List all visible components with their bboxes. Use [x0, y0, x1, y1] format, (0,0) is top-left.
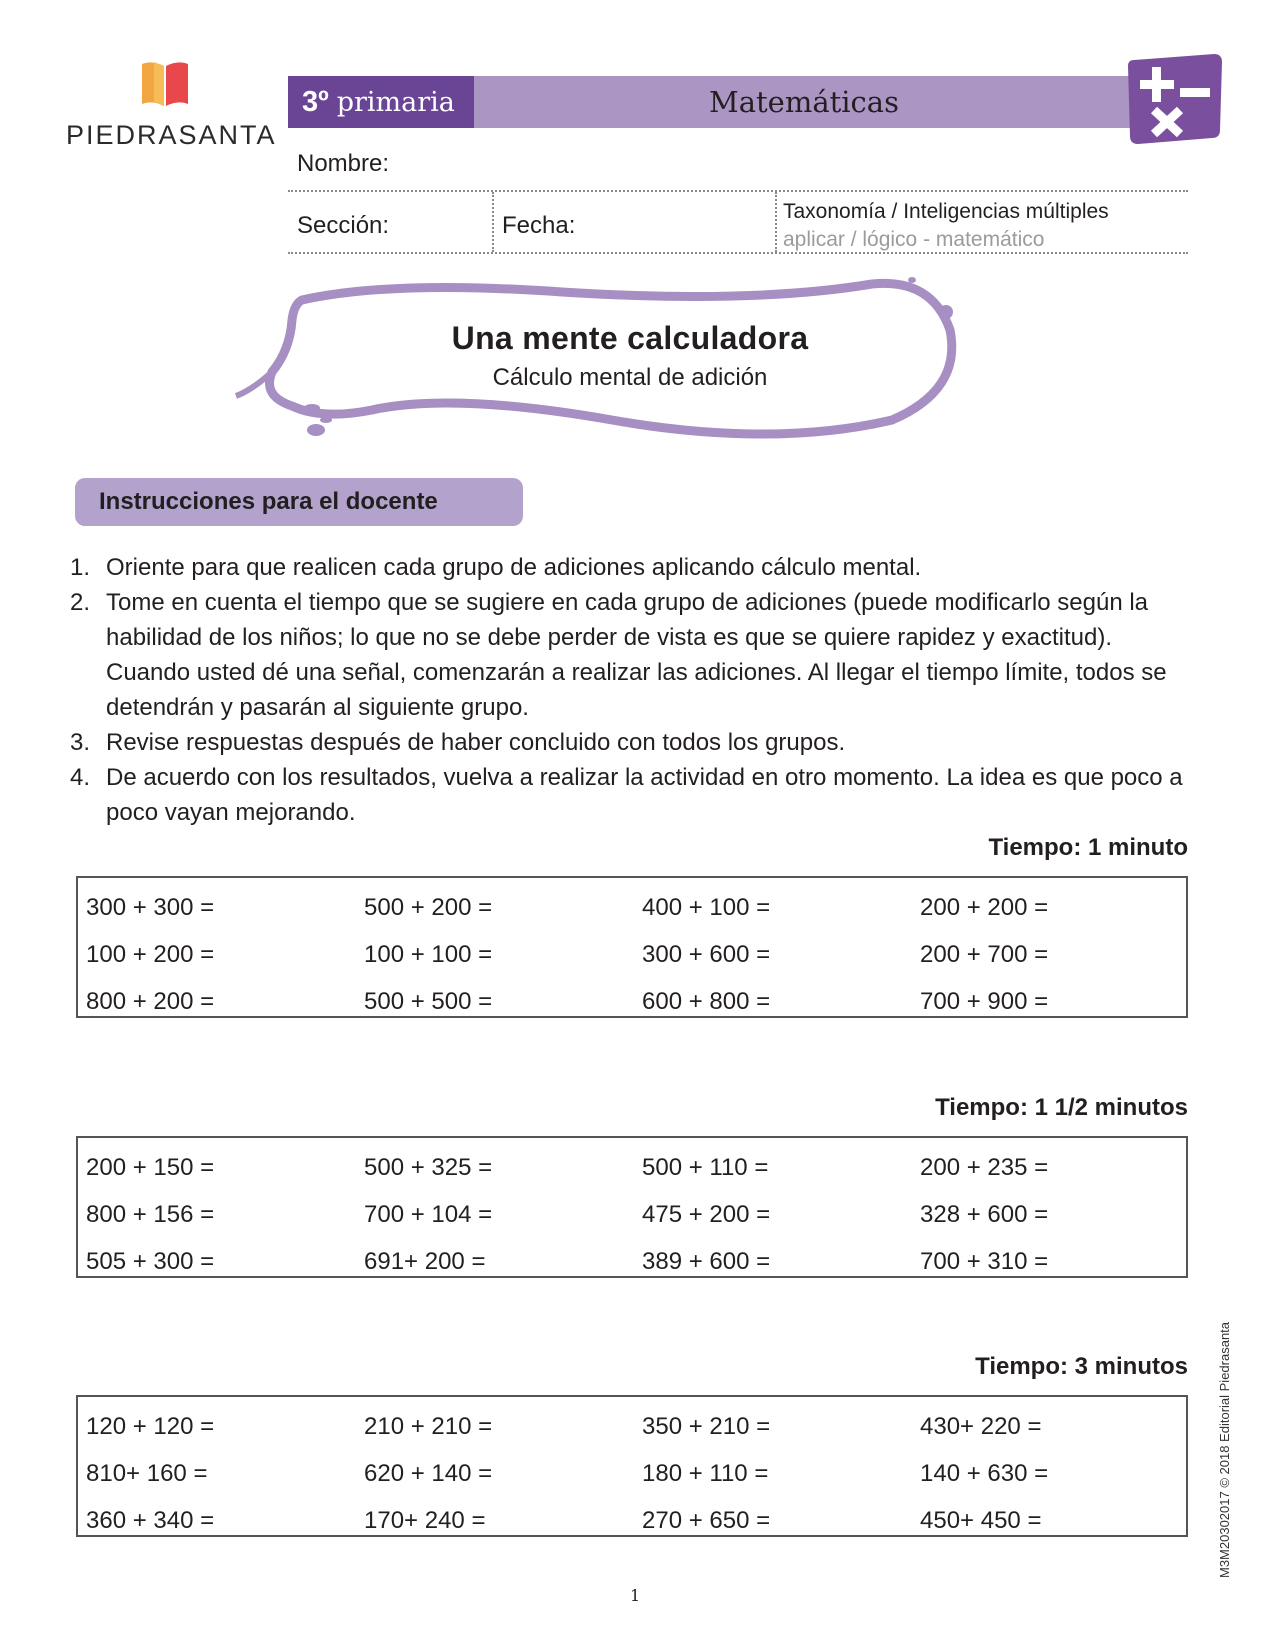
addition-exercise: 200 + 700 = [920, 940, 1049, 968]
grade-label: primaria [336, 86, 455, 118]
copyright-code: M3M20302017 © 2018 Editorial Piedrasanta [1217, 1321, 1232, 1578]
publisher-name: PIEDRASANTA [66, 120, 277, 150]
addition-exercise: 170+ 240 = [364, 1506, 486, 1534]
activity-title: Una mente calculadora [451, 320, 809, 356]
grade-number: 3º [302, 85, 329, 118]
addition-exercise: 700 + 104 = [364, 1200, 493, 1228]
addition-exercise: 500 + 200 = [364, 893, 493, 921]
addition-exercise: 800 + 156 = [86, 1200, 215, 1228]
addition-exercise: 140 + 630 = [920, 1459, 1049, 1487]
section-field-label: Sección: [297, 212, 390, 239]
instructions-heading: Instrucciones para el docente [75, 478, 523, 526]
list-number: 1. [70, 554, 91, 581]
addition-exercise: 210 + 210 = [364, 1412, 493, 1440]
addition-exercise: 389 + 600 = [642, 1247, 771, 1275]
addition-exercise: 450+ 450 = [920, 1506, 1042, 1534]
addition-exercise: 200 + 150 = [86, 1153, 215, 1181]
grade-badge [288, 76, 474, 128]
addition-exercise: 100 + 100 = [364, 940, 493, 968]
exercise-box [76, 876, 1188, 1018]
taxonomy-value: aplicar / lógico - matemático [783, 228, 1045, 251]
addition-exercise: 691+ 200 = [364, 1247, 486, 1275]
publisher-logo [60, 60, 275, 155]
addition-exercise: 475 + 200 = [642, 1200, 771, 1228]
instructions-list [70, 550, 1190, 830]
addition-exercise: 500 + 110 = [642, 1153, 769, 1181]
list-item [70, 585, 1190, 725]
addition-exercise: 430+ 220 = [920, 1412, 1042, 1440]
list-text: De acuerdo con los resultados, vuelva a realizar la actividad en otro momento. La idea es que poco a poco vayan mejorando. [106, 764, 1183, 826]
addition-exercise: 620 + 140 = [364, 1459, 493, 1487]
list-text: Tome en cuenta el tiempo que se sugiere en cada grupo de adiciones (puede modificarlo según la habilidad de los niños; lo que no se debe perder de vista es que se quiere rapidez y exactitud). Cuando usted dé una señal, comenzarán a realizar las adiciones. Al llegar el tiempo límite, todos se detendrán y pasarán al siguiente grupo. [106, 589, 1167, 721]
list-number: 2. [70, 589, 91, 616]
addition-exercise: 270 + 650 = [642, 1506, 771, 1534]
activity-subtitle: Cálculo mental de adición [492, 364, 768, 391]
book-logo-icon [140, 60, 190, 108]
exercise-box [76, 1395, 1188, 1537]
list-number: 4. [70, 764, 91, 791]
addition-exercise: 100 + 200 = [86, 940, 215, 968]
list-text: Revise respuestas después de haber concluido con todos los grupos. [106, 729, 846, 756]
addition-exercise: 328 + 600 = [920, 1200, 1049, 1228]
date-field-label: Fecha: [502, 212, 576, 239]
divider-line [288, 252, 1188, 254]
group-time-label: Tiempo: 1 1/2 minutos [935, 1094, 1188, 1121]
group-time-label: Tiempo: 1 minuto [988, 834, 1188, 861]
addition-exercise: 200 + 200 = [920, 893, 1049, 921]
group-time-label: Tiempo: 3 minutos [975, 1353, 1188, 1380]
addition-exercise: 500 + 500 = [364, 987, 493, 1015]
addition-exercise: 360 + 340 = [86, 1506, 215, 1534]
math-operations-icon [1124, 52, 1224, 152]
divider-line [288, 190, 1188, 192]
addition-exercise: 180 + 110 = [642, 1459, 769, 1487]
addition-exercise: 505 + 300 = [86, 1247, 215, 1275]
list-item [70, 760, 1190, 830]
name-field-label: Nombre: [297, 150, 390, 177]
addition-exercise: 350 + 210 = [642, 1412, 771, 1440]
divider-line [492, 192, 494, 252]
list-number: 3. [70, 729, 91, 756]
list-text: Oriente para que realicen cada grupo de adiciones aplicando cálculo mental. [106, 554, 922, 581]
subject-title: Matemáticas [474, 76, 1134, 128]
addition-exercise: 300 + 300 = [86, 893, 215, 921]
page-number: 1 [630, 1586, 641, 1605]
addition-exercise: 700 + 310 = [920, 1247, 1049, 1275]
addition-exercise: 700 + 900 = [920, 987, 1049, 1015]
addition-exercise: 200 + 235 = [920, 1153, 1049, 1181]
addition-exercise: 120 + 120 = [86, 1412, 215, 1440]
addition-exercise: 400 + 100 = [642, 893, 771, 921]
addition-exercise: 800 + 200 = [86, 987, 215, 1015]
exercise-box [76, 1136, 1188, 1278]
taxonomy-title: Taxonomía / Inteligencias múltiples [783, 200, 1109, 223]
list-item [70, 550, 1190, 585]
divider-line [775, 192, 777, 252]
list-item [70, 725, 1190, 760]
addition-exercise: 810+ 160 = [86, 1459, 208, 1487]
addition-exercise: 300 + 600 = [642, 940, 771, 968]
addition-exercise: 600 + 800 = [642, 987, 771, 1015]
addition-exercise: 500 + 325 = [364, 1153, 493, 1181]
